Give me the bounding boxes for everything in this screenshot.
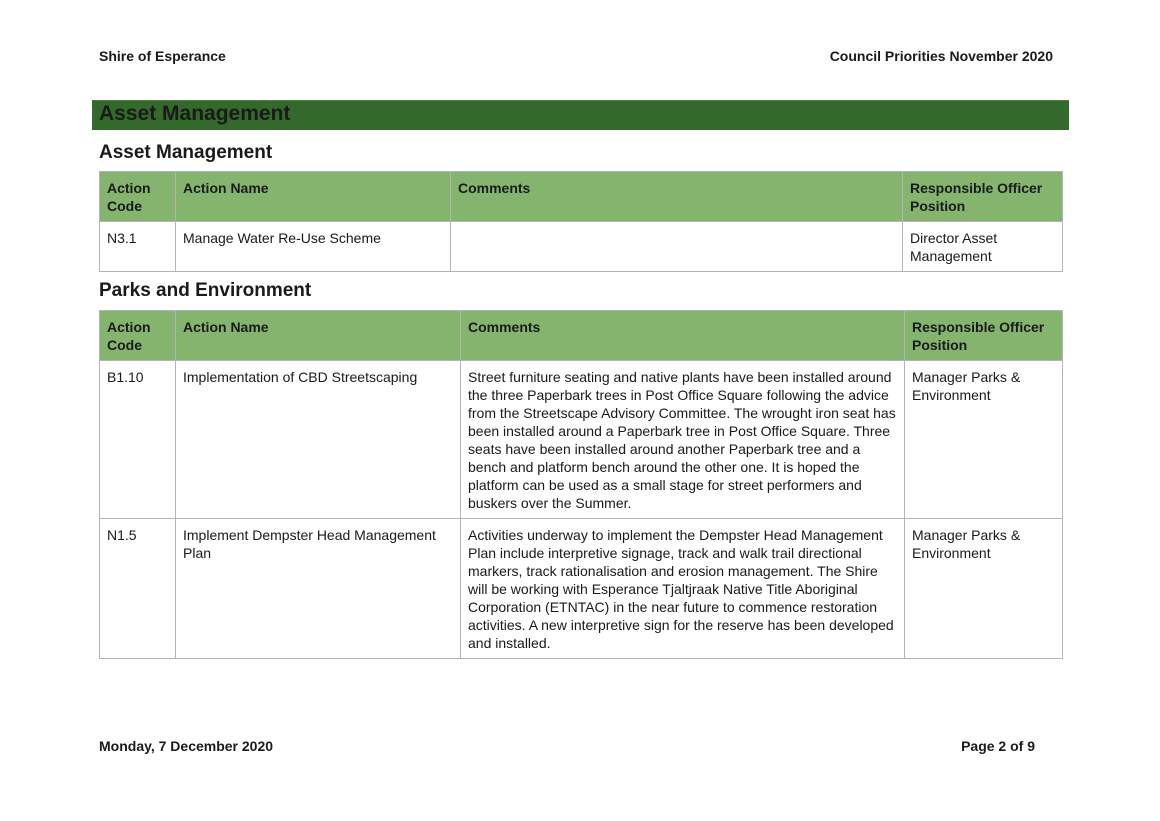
cell-comments [451, 222, 903, 272]
cell-action-code: N3.1 [100, 222, 176, 272]
parks-and-environment-table [99, 310, 1063, 659]
asset-management-table [99, 171, 1063, 272]
footer-date: Monday, 7 December 2020 [99, 738, 274, 754]
section-banner [92, 100, 1069, 130]
table-row [100, 519, 1063, 659]
section-title-parks-and-environment: Parks and Environment [99, 280, 312, 301]
cell-action-code: N1.5 [100, 519, 176, 659]
banner-title: Asset Management [99, 102, 291, 125]
column-header-action-code: Action Code [100, 311, 176, 361]
column-header-action-name: Action Name [176, 172, 451, 222]
cell-responsible-officer: Director Asset Management [903, 222, 1063, 272]
table-row [100, 361, 1063, 519]
column-header-responsible-officer: Responsible Officer Position [905, 311, 1063, 361]
cell-comments: Street furniture seating and native plants have been installed around the three Paperbark trees in Post Office Square following the advice from the Streetscape Advisory Committee. The wrought iron seat has been installed around a Paperbark tree in Post Office Square. Three seats have been installed around another Paperbark tree and a bench and platform bench around the other one. It is hoped the platform can be used as a small stage for street performers and buskers over the Summer. [461, 361, 905, 519]
document-header-organisation: Shire of Esperance [99, 48, 226, 64]
cell-action-name: Implementation of CBD Streetscaping [176, 361, 461, 519]
cell-action-code: B1.10 [100, 361, 176, 519]
table-header-row [100, 311, 1063, 361]
table-header-row [100, 172, 1063, 222]
table-row [100, 222, 1063, 272]
footer-page-number: Page 2 of 9 [961, 738, 1035, 754]
cell-responsible-officer: Manager Parks & Environment [905, 361, 1063, 519]
cell-action-name: Implement Dempster Head Management Plan [176, 519, 461, 659]
column-header-responsible-officer: Responsible Officer Position [903, 172, 1063, 222]
column-header-action-code: Action Code [100, 172, 176, 222]
section-title-asset-management: Asset Management [99, 142, 273, 163]
cell-responsible-officer: Manager Parks & Environment [905, 519, 1063, 659]
document-header-title: Council Priorities November 2020 [829, 48, 1053, 64]
cell-action-name: Manage Water Re-Use Scheme [176, 222, 451, 272]
column-header-comments: Comments [461, 311, 905, 361]
column-header-action-name: Action Name [176, 311, 461, 361]
cell-comments: Activities underway to implement the Dempster Head Management Plan include interpretive signage, track and walk trail directional markers, track rationalisation and erosion management. The Shire will be working with Esperance Tjaltjraak Native Title Aboriginal Corporation (ETNTAC) in the near future to commence restoration activities. A new interpretive sign for the reserve has been developed and installed. [461, 519, 905, 659]
column-header-comments: Comments [451, 172, 903, 222]
